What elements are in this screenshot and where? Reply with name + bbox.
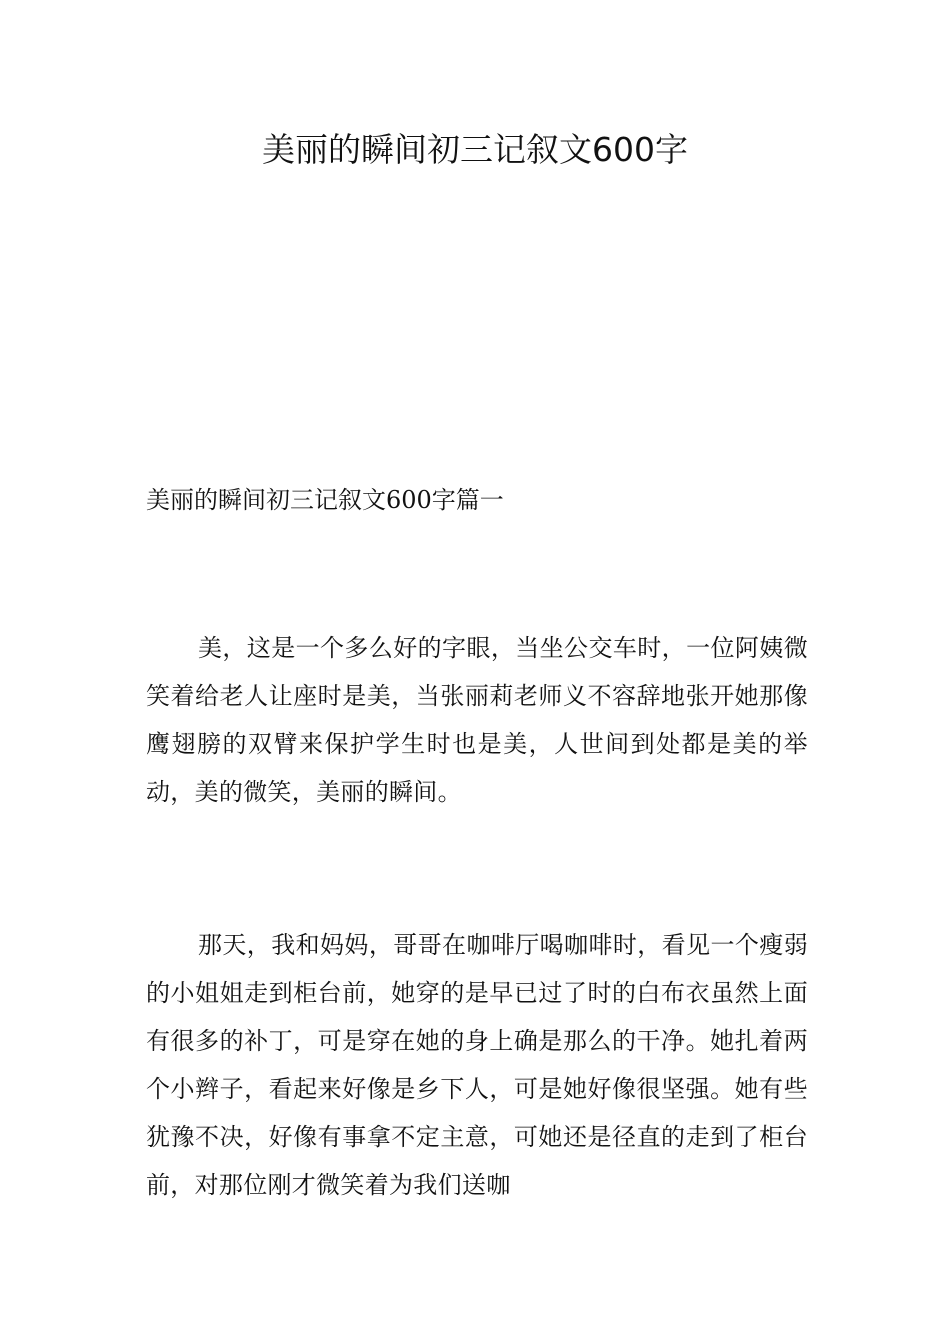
paragraph-2: 那天，我和妈妈，哥哥在咖啡厅喝咖啡时，看见一个瘦弱的小姐姐走到柜台前，她穿的是早已过了时的白布衣虽然上面有很多的补丁，可是穿在她的身上确是那么的干净。她扎着两个小辫子，看起来好像是乡下人，可是她好像很坚强。她有些犹豫不决，好像有事拿不定主意，可她还是径直的走到了柜台前，对那位刚才微笑着为我们送咖 xyxy=(146,931,808,1199)
document-title: 美丽的瞬间初三记叙文600字 xyxy=(262,130,688,169)
paragraph-1: 美，这是一个多么好的字眼，当坐公交车时，一位阿姨微笑着给老人让座时是美，当张丽莉老师义不容辞地张开她那像鹰翅膀的双臂来保护学生时也是美，人世间到处都是美的举动，美的微笑，美丽的瞬间。 xyxy=(146,634,808,806)
section-heading: 美丽的瞬间初三记叙文600字篇一 xyxy=(146,486,504,514)
